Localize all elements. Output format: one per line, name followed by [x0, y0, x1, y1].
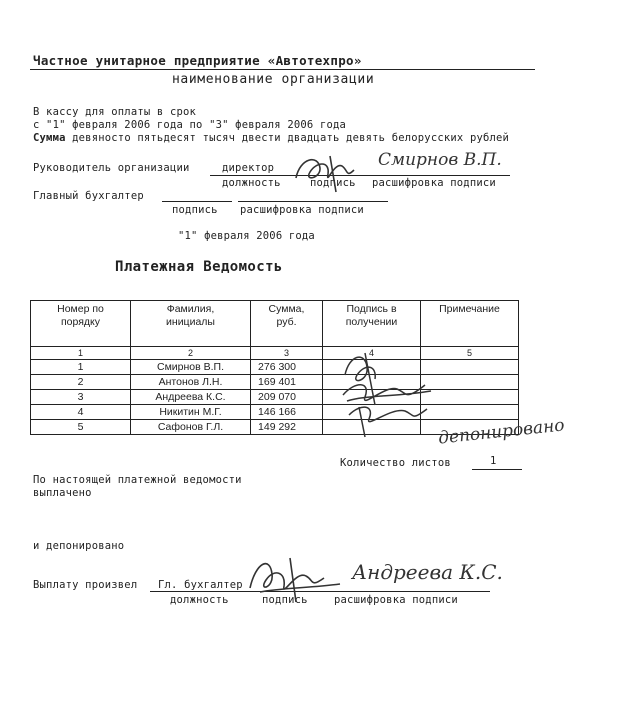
row-number: 3 [31, 390, 131, 405]
row-name: Андреева К.С. [131, 390, 251, 405]
document-title: Платежная Ведомость [115, 259, 283, 275]
sheets-label: Количество листов [340, 457, 451, 469]
column-number: 2 [131, 347, 251, 360]
header-number: Номер по порядку [31, 301, 131, 347]
table-row [31, 405, 519, 420]
head-signature-decode: Смирнов В.П. [378, 150, 502, 170]
column-number: 1 [31, 347, 131, 360]
row-name: Смирнов В.П. [131, 360, 251, 375]
payment-sum-label: Сумма [33, 132, 66, 144]
head-caption-decode: расшифровка подписи [372, 177, 496, 189]
head-label: Руководитель организации [33, 162, 190, 174]
header-name: Фамилия, инициалы [131, 301, 251, 347]
payout-position: Гл. бухгалтер [158, 579, 243, 591]
row-number: 2 [31, 375, 131, 390]
row-name: Сафонов Г.Л. [131, 420, 251, 435]
head-signature [290, 148, 370, 198]
column-number-row [31, 347, 519, 360]
table-row [31, 390, 519, 405]
payroll-table [30, 300, 519, 435]
sheets-underline [472, 469, 522, 470]
chief-accountant-underline-1 [162, 201, 232, 202]
head-caption-signature: подпись [310, 177, 356, 189]
column-number: 3 [251, 347, 323, 360]
payout-caption-position: должность [170, 594, 229, 606]
deposited-note: депонировано [437, 415, 566, 449]
row-sum: 169 401 [251, 375, 323, 390]
payout-caption-decode: расшифровка подписи [334, 594, 458, 606]
column-number: 4 [323, 347, 421, 360]
row-sum: 276 300 [251, 360, 323, 375]
chief-accountant-label: Главный бухгалтер [33, 190, 144, 202]
payout-signature [240, 548, 350, 608]
document-date: "1" февраля 2006 года [178, 230, 315, 242]
row-sum: 149 292 [251, 420, 323, 435]
organization-name: Частное унитарное предприятие «Автотехпро» [33, 53, 362, 68]
head-caption-position: должность [222, 177, 281, 189]
paid-line-2: выплачено [33, 487, 92, 499]
organization-underline [30, 69, 535, 70]
head-position: директор [222, 162, 275, 174]
row-sum: 209 070 [251, 390, 323, 405]
recipient-signatures [335, 345, 445, 445]
payment-sum-text: девяносто пятьдесят тысяч двести двадцать девять белорусских рублей [72, 132, 510, 144]
organization-caption: наименование организации [172, 72, 375, 87]
chief-accountant-caption-decode: расшифровка подписи [240, 204, 364, 216]
sheets-value: 1 [490, 455, 497, 467]
payout-caption-signature: подпись [262, 594, 308, 606]
row-number: 5 [31, 420, 131, 435]
payout-signature-decode: Андреева К.С. [352, 560, 503, 584]
header-note: Примечание [421, 301, 519, 347]
chief-accountant-underline-2 [238, 201, 388, 202]
row-name: Антонов Л.Н. [131, 375, 251, 390]
row-number: 1 [31, 360, 131, 375]
row-number: 4 [31, 405, 131, 420]
chief-accountant-caption-signature: подпись [172, 204, 218, 216]
row-name: Никитин М.Г. [131, 405, 251, 420]
payment-sum [33, 132, 509, 144]
payout-label: Выплату произвел [33, 579, 138, 591]
row-sum: 146 166 [251, 405, 323, 420]
deposited-label: и депонировано [33, 540, 125, 552]
table-row [31, 360, 519, 375]
paid-line-1: По настоящей платежной ведомости [33, 474, 242, 486]
table-header-row [31, 301, 519, 347]
payment-line-2: с "1" февраля 2006 года по "3" февраля 2006 года [33, 119, 347, 131]
table-row [31, 375, 519, 390]
header-signature: Подпись в получении [323, 301, 421, 347]
payment-line-1: В кассу для оплаты в срок [33, 106, 197, 118]
header-sum: Сумма, руб. [251, 301, 323, 347]
column-number: 5 [421, 347, 519, 360]
